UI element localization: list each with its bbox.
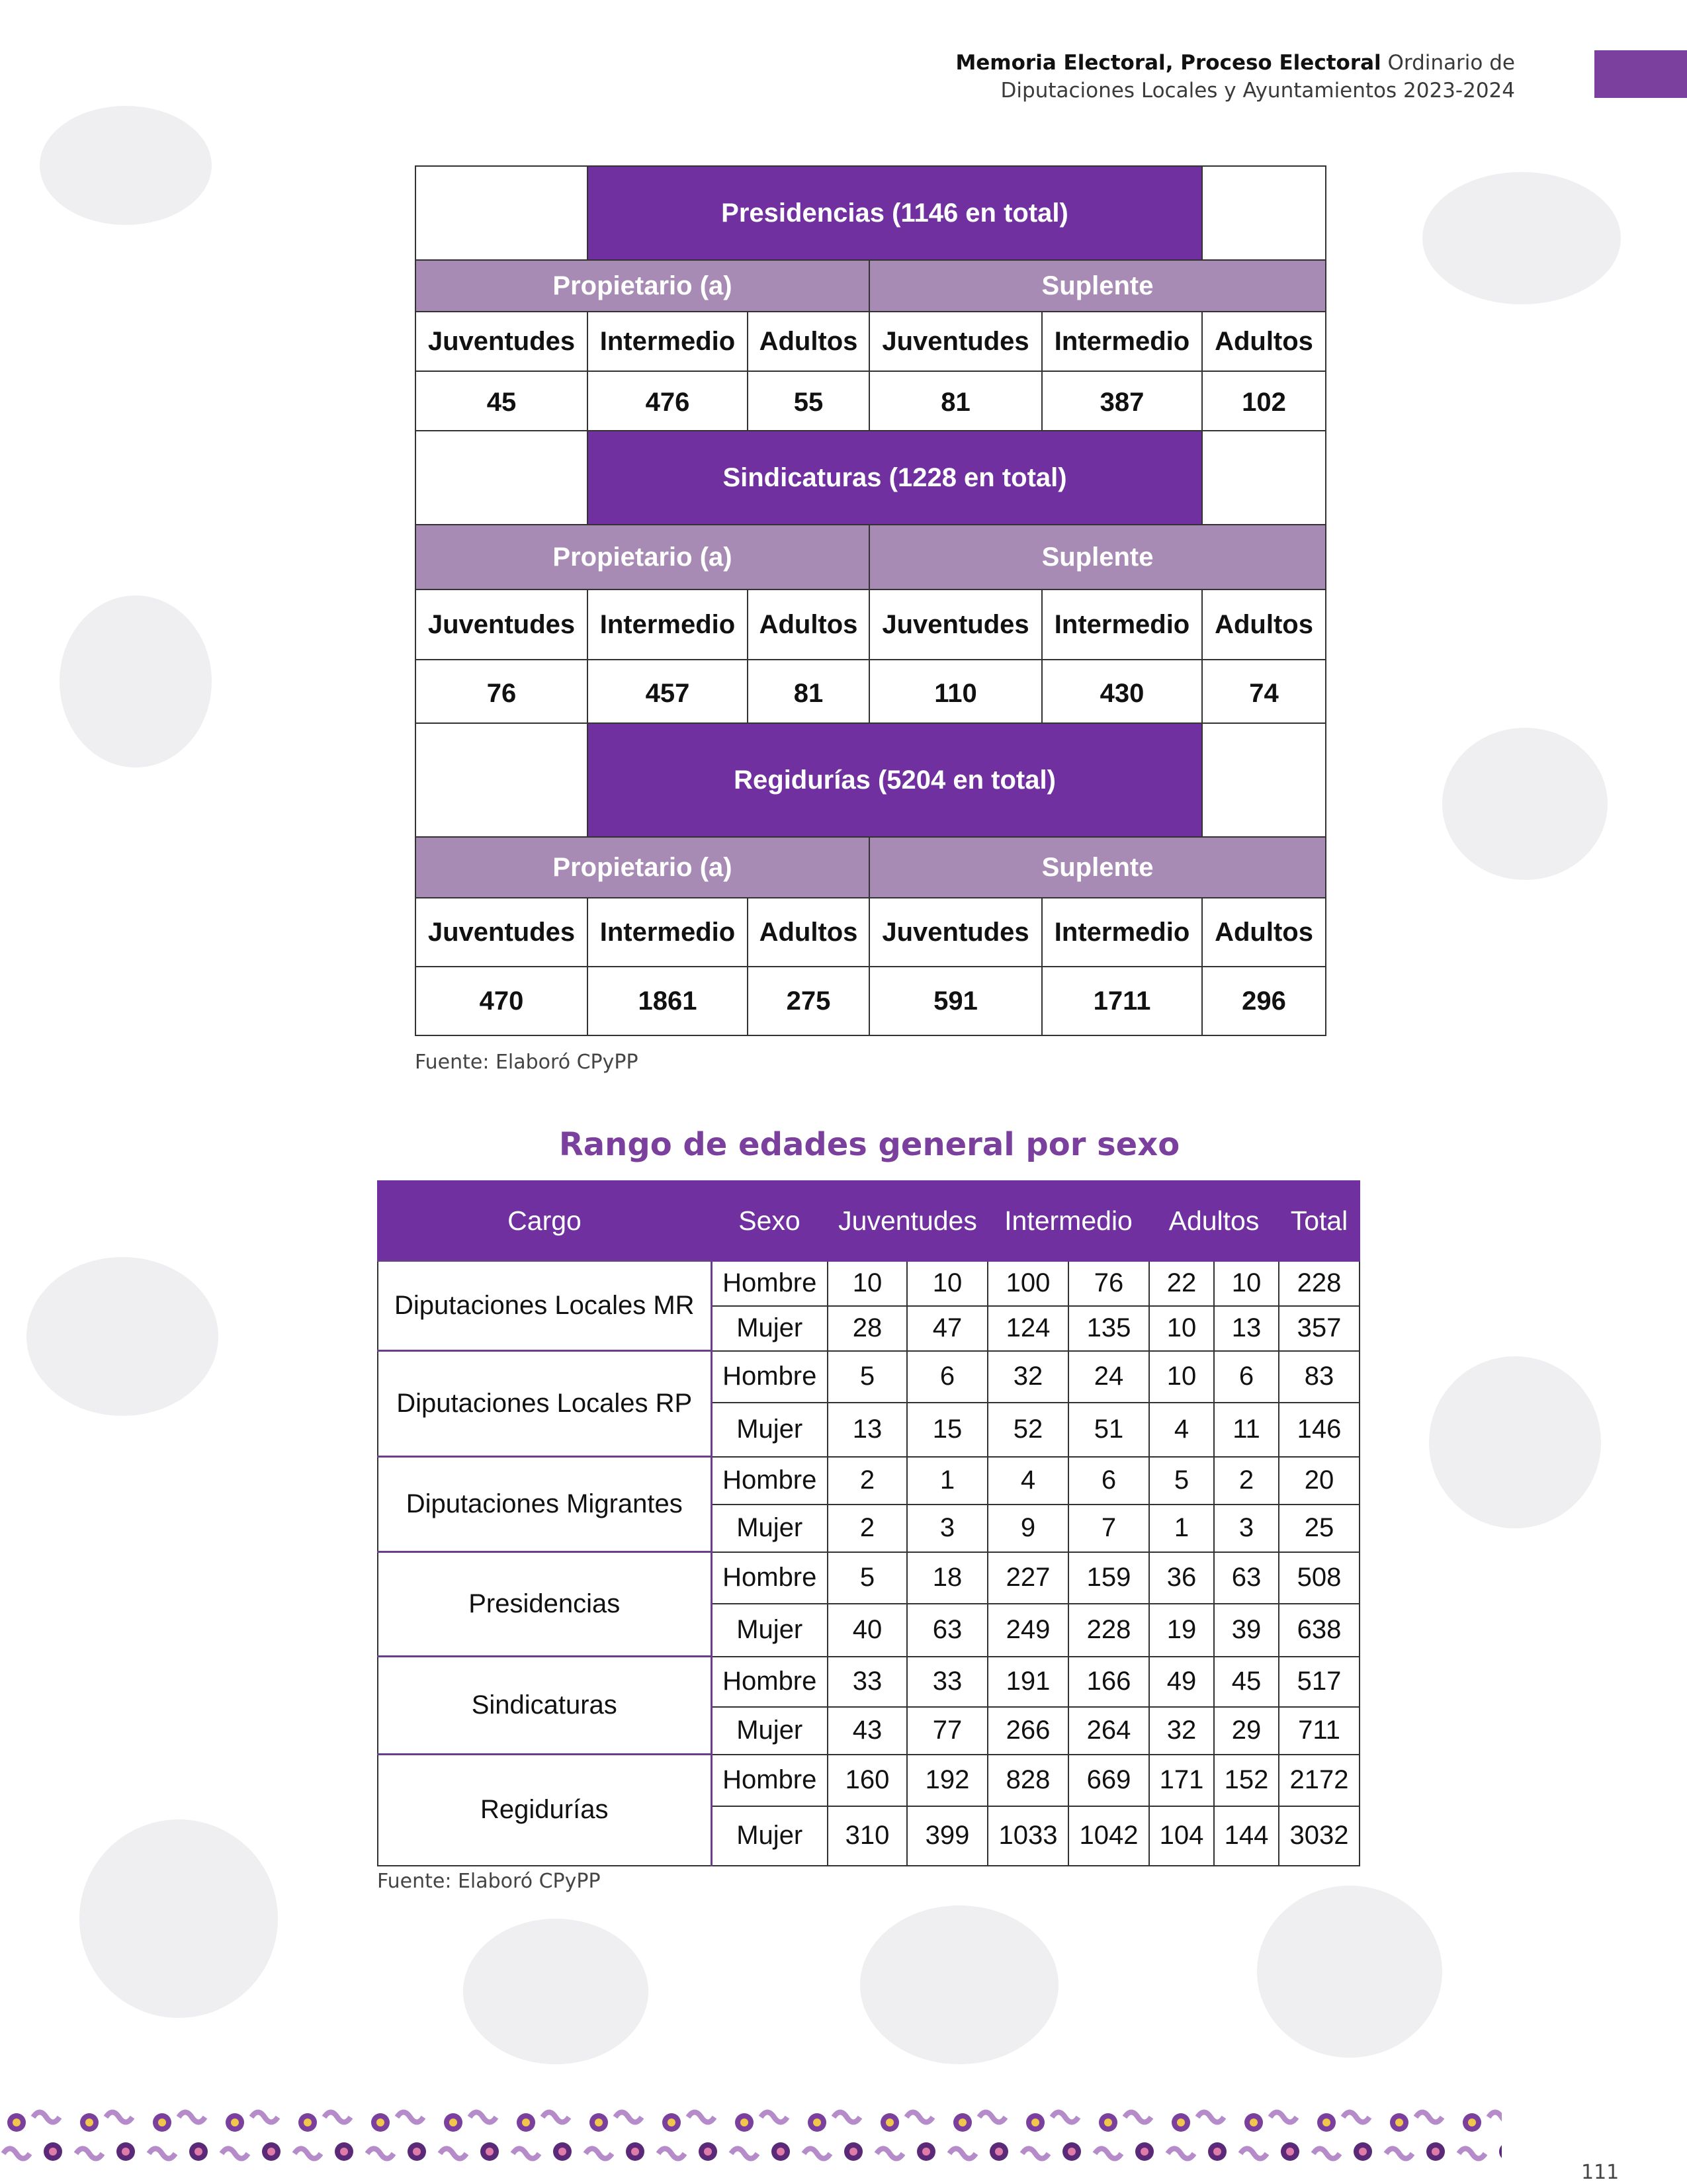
header-bold: Memoria Electoral, Proceso Electoral: [955, 51, 1381, 75]
cargo-cell: Diputaciones Migrantes: [378, 1457, 711, 1552]
value-cell: 47: [907, 1306, 988, 1351]
block-title: Sindicaturas (1228 en total): [587, 431, 1202, 525]
value-cell: 9: [988, 1505, 1068, 1552]
value-cell: 124: [988, 1306, 1068, 1351]
value-cell: 310: [828, 1806, 907, 1866]
block-table: [415, 722, 1326, 1036]
value-cell: 166: [1068, 1657, 1149, 1707]
age-value: 476: [587, 371, 748, 433]
value-cell: 63: [907, 1604, 988, 1657]
table-row: [378, 1261, 1360, 1306]
header-total: Total: [1279, 1181, 1360, 1261]
blank-cell: [415, 166, 587, 260]
propietario-label: Propietario (a): [415, 837, 869, 898]
sexo-cell: Hombre: [711, 1755, 828, 1806]
block-table: [415, 165, 1326, 434]
header-line2: Diputaciones Locales y Ayuntamientos 2023-2024: [1000, 79, 1515, 103]
value-cell: 508: [1279, 1552, 1360, 1604]
cargo-cell: Presidencias: [378, 1552, 711, 1657]
value-cell: 228: [1279, 1261, 1360, 1306]
age-header: Juventudes: [869, 898, 1042, 967]
sexo-cell: Mujer: [711, 1403, 828, 1457]
value-cell: 3032: [1279, 1806, 1360, 1866]
value-cell: 146: [1279, 1403, 1360, 1457]
value-cell: 83: [1279, 1351, 1360, 1403]
value-cell: 77: [907, 1707, 988, 1755]
age-header: Intermedio: [587, 898, 748, 967]
value-cell: 6: [1068, 1457, 1149, 1505]
header-adultos: Adultos: [1149, 1181, 1279, 1261]
sexo-cell: Mujer: [711, 1707, 828, 1755]
value-cell: 10: [907, 1261, 988, 1306]
value-cell: 152: [1214, 1755, 1279, 1806]
value-cell: 6: [1214, 1351, 1279, 1403]
value-cell: 159: [1068, 1552, 1149, 1604]
age-header: Juventudes: [869, 590, 1042, 660]
value-cell: 104: [1149, 1806, 1214, 1866]
value-cell: 2: [828, 1457, 907, 1505]
suplente-label: Suplente: [869, 525, 1326, 590]
blank-cell: [1202, 723, 1326, 837]
propietario-label: Propietario (a): [415, 260, 869, 312]
age-value: 1861: [587, 967, 748, 1035]
cargo-cell: Regidurías: [378, 1755, 711, 1866]
header-accent-bar: [1594, 50, 1687, 98]
value-cell: 63: [1214, 1552, 1279, 1604]
suplente-label: Suplente: [869, 837, 1326, 898]
propietario-label: Propietario (a): [415, 525, 869, 590]
table-row: [378, 1552, 1360, 1604]
age-value: 76: [415, 660, 587, 727]
age-by-sex-table: [377, 1180, 1360, 1866]
value-cell: 2: [1214, 1457, 1279, 1505]
age-header-row: [415, 590, 1326, 660]
value-cell: 6: [907, 1351, 988, 1403]
block-1: [415, 430, 1325, 728]
page-number: 111: [1581, 2161, 1620, 2184]
value-cell: 1: [907, 1457, 988, 1505]
value-cell: 828: [988, 1755, 1068, 1806]
age-header: Juventudes: [415, 312, 587, 371]
sexo-cell: Hombre: [711, 1552, 828, 1604]
value-cell: 669: [1068, 1755, 1149, 1806]
sexo-cell: Hombre: [711, 1657, 828, 1707]
table-row: [378, 1657, 1360, 1707]
age-header-row: [415, 312, 1326, 371]
embroidery-border: [0, 2104, 1502, 2170]
age-value: 81: [869, 371, 1042, 433]
source-note-1: Fuente: Elaboró CPyPP: [415, 1051, 638, 1074]
suplente-label: Suplente: [869, 260, 1326, 312]
table-row: [378, 1755, 1360, 1806]
age-value: 275: [748, 967, 869, 1035]
age-header: Juventudes: [415, 898, 587, 967]
table-row: [378, 1351, 1360, 1403]
cargo-cell: Diputaciones Locales RP: [378, 1351, 711, 1457]
sexo-cell: Hombre: [711, 1261, 828, 1306]
age-value: 102: [1202, 371, 1326, 433]
cargo-cell: Diputaciones Locales MR: [378, 1261, 711, 1351]
age-value: 430: [1042, 660, 1202, 727]
value-cell: 45: [1214, 1657, 1279, 1707]
value-cell: 29: [1214, 1707, 1279, 1755]
age-value: 110: [869, 660, 1042, 727]
value-cell: 25: [1279, 1505, 1360, 1552]
value-cell: 2172: [1279, 1755, 1360, 1806]
age-value: 296: [1202, 967, 1326, 1035]
value-cell: 228: [1068, 1604, 1149, 1657]
value-cell: 5: [1149, 1457, 1214, 1505]
age-header: Adultos: [1202, 898, 1326, 967]
age-value: 387: [1042, 371, 1202, 433]
age-header: Intermedio: [587, 312, 748, 371]
value-cell: 357: [1279, 1306, 1360, 1351]
value-cell: 76: [1068, 1261, 1149, 1306]
value-cell: 18: [907, 1552, 988, 1604]
header-line1: Ordinario de: [1381, 51, 1515, 75]
value-cell: 28: [828, 1306, 907, 1351]
value-cell: 2: [828, 1505, 907, 1552]
value-cell: 20: [1279, 1457, 1360, 1505]
age-header: Adultos: [748, 898, 869, 967]
age-header: Juventudes: [415, 590, 587, 660]
blank-cell: [415, 723, 587, 837]
header-cargo: Cargo: [378, 1181, 711, 1261]
block-title: Presidencias (1146 en total): [587, 166, 1202, 260]
value-cell: 10: [1214, 1261, 1279, 1306]
age-value: 74: [1202, 660, 1326, 727]
header-sexo: Sexo: [711, 1181, 828, 1261]
value-cell: 33: [828, 1657, 907, 1707]
value-cell: 10: [1149, 1351, 1214, 1403]
sexo-cell: Mujer: [711, 1604, 828, 1657]
age-header: Adultos: [748, 312, 869, 371]
value-cell: 249: [988, 1604, 1068, 1657]
age-value: 591: [869, 967, 1042, 1035]
page-header: [955, 49, 1515, 105]
block-2: [415, 722, 1325, 1036]
value-cell: 266: [988, 1707, 1068, 1755]
value-cell: 52: [988, 1403, 1068, 1457]
value-cell: 51: [1068, 1403, 1149, 1457]
age-value: 55: [748, 371, 869, 433]
value-cell: 49: [1149, 1657, 1214, 1707]
value-cell: 5: [828, 1552, 907, 1604]
value-cell: 638: [1279, 1604, 1360, 1657]
age-value: 470: [415, 967, 587, 1035]
value-cell: 32: [1149, 1707, 1214, 1755]
value-cell: 40: [828, 1604, 907, 1657]
age-header: Juventudes: [869, 312, 1042, 371]
header-intermedio: Intermedio: [988, 1181, 1149, 1261]
value-cell: 13: [1214, 1306, 1279, 1351]
value-cell: 36: [1149, 1552, 1214, 1604]
value-cell: 135: [1068, 1306, 1149, 1351]
age-value-row: [415, 371, 1326, 433]
value-cell: 32: [988, 1351, 1068, 1403]
age-value: 45: [415, 371, 587, 433]
age-value: 457: [587, 660, 748, 727]
age-header: Intermedio: [1042, 590, 1202, 660]
table2-header-row: [378, 1181, 1360, 1261]
cargo-cell: Sindicaturas: [378, 1657, 711, 1755]
table-row: [378, 1457, 1360, 1505]
value-cell: 5: [828, 1351, 907, 1403]
value-cell: 160: [828, 1755, 907, 1806]
age-value: 81: [748, 660, 869, 727]
age-header: Adultos: [748, 590, 869, 660]
age-header-row: [415, 898, 1326, 967]
block-table: [415, 430, 1326, 728]
value-cell: 3: [1214, 1505, 1279, 1552]
value-cell: 3: [907, 1505, 988, 1552]
value-cell: 10: [828, 1261, 907, 1306]
age-header: Intermedio: [587, 590, 748, 660]
sexo-cell: Mujer: [711, 1505, 828, 1552]
value-cell: 1033: [988, 1806, 1068, 1866]
value-cell: 4: [988, 1457, 1068, 1505]
age-header: Adultos: [1202, 590, 1326, 660]
sexo-cell: Mujer: [711, 1806, 828, 1866]
age-value-row: [415, 967, 1326, 1035]
blank-cell: [415, 431, 587, 525]
value-cell: 1: [1149, 1505, 1214, 1552]
age-header: Adultos: [1202, 312, 1326, 371]
sexo-cell: Hombre: [711, 1457, 828, 1505]
block-title: Regidurías (5204 en total): [587, 723, 1202, 837]
sexo-cell: Hombre: [711, 1351, 828, 1403]
value-cell: 192: [907, 1755, 988, 1806]
value-cell: 100: [988, 1261, 1068, 1306]
value-cell: 7: [1068, 1505, 1149, 1552]
value-cell: 33: [907, 1657, 988, 1707]
value-cell: 11: [1214, 1403, 1279, 1457]
blank-cell: [1202, 431, 1326, 525]
sexo-cell: Mujer: [711, 1306, 828, 1351]
value-cell: 711: [1279, 1707, 1360, 1755]
value-cell: 144: [1214, 1806, 1279, 1866]
source-note-2: Fuente: Elaboró CPyPP: [377, 1870, 601, 1893]
value-cell: 13: [828, 1403, 907, 1457]
value-cell: 10: [1149, 1306, 1214, 1351]
value-cell: 15: [907, 1403, 988, 1457]
age-header: Intermedio: [1042, 312, 1202, 371]
value-cell: 4: [1149, 1403, 1214, 1457]
value-cell: 399: [907, 1806, 988, 1866]
age-value: 1711: [1042, 967, 1202, 1035]
value-cell: 191: [988, 1657, 1068, 1707]
value-cell: 43: [828, 1707, 907, 1755]
value-cell: 39: [1214, 1604, 1279, 1657]
value-cell: 19: [1149, 1604, 1214, 1657]
age-header: Intermedio: [1042, 898, 1202, 967]
blank-cell: [1202, 166, 1326, 260]
value-cell: 22: [1149, 1261, 1214, 1306]
value-cell: 264: [1068, 1707, 1149, 1755]
value-cell: 171: [1149, 1755, 1214, 1806]
table2-title: Rango de edades general por sexo: [558, 1126, 1180, 1163]
value-cell: 1042: [1068, 1806, 1149, 1866]
value-cell: 227: [988, 1552, 1068, 1604]
age-value-row: [415, 660, 1326, 727]
value-cell: 517: [1279, 1657, 1360, 1707]
block-0: [415, 165, 1325, 434]
value-cell: 24: [1068, 1351, 1149, 1403]
header-juventudes: Juventudes: [828, 1181, 988, 1261]
